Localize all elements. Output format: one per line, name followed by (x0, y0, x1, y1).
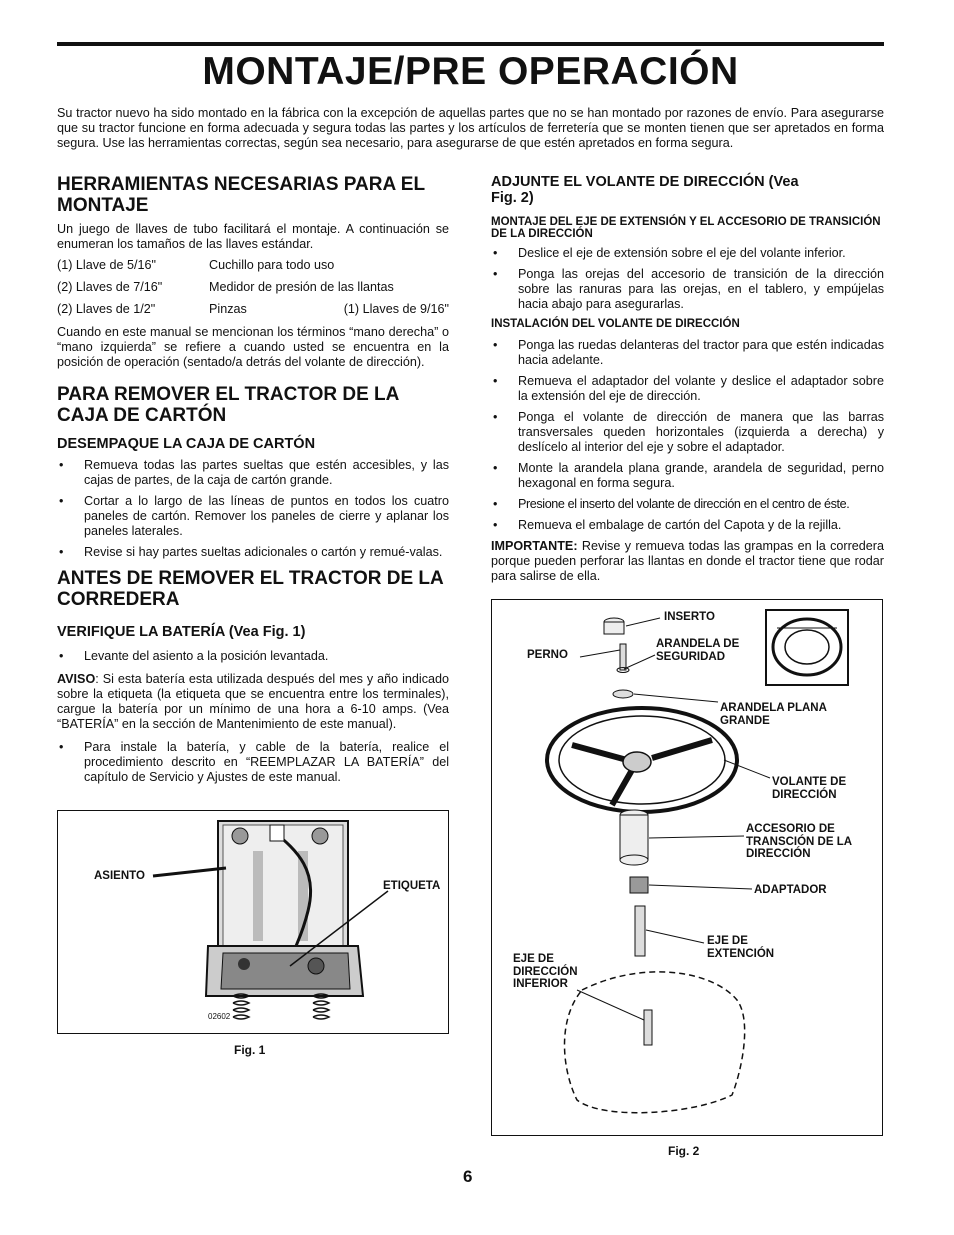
list-item: • Remueva el embalage de cartón del Capota y de la rejilla. (491, 518, 884, 533)
tool-cell: Pinzas (209, 302, 247, 316)
figure-1-caption: Fig. 1 (234, 1043, 266, 1057)
list-item: • Deslice el eje de extensión sobre el eje del volante inferior. (491, 246, 884, 261)
list-item: • Levante del asiento a la posición levantada. (57, 649, 449, 664)
top-rule (57, 42, 884, 46)
install-list (491, 338, 884, 533)
list-item: • Ponga las ruedas delanteras del tractor para que estén indicadas hacia adelante. (491, 338, 884, 368)
label-adaptador: ADAPTADOR (754, 884, 827, 896)
extension-list (491, 246, 884, 312)
label-inserto: INSERTO (664, 611, 715, 623)
page-title: MONTAJE/PRE OPERACIÓN (202, 50, 739, 93)
aviso-text: : Si esta batería esta utilizada después del mes y año indicado sobre la etiqueta (la etiqueta que se encuentra entre los terminales), cargue la batería por un mínimo de una hora a 6-10 amps. (Vea “BATERÍA” en la sección de Mantenimiento de este manual). (57, 672, 449, 731)
aviso-label: AVISO (57, 672, 96, 686)
battery-illustration (58, 811, 448, 1033)
figure-1 (57, 810, 449, 1034)
label-arandela-plana: ARANDELA PLANA GRANDE (720, 702, 827, 727)
list-item: • Cortar a lo largo de las líneas de puntos en todos los cuatro paneles de cartón. Remover los paneles de cierre y aplanar los paneles laterales. (57, 494, 449, 539)
important-text: Revise y remueva todas las grampas en la corredera porque pueden perforar las llantas en donde el tractor tiene que rodar para salirse de ella. (491, 539, 884, 583)
unpack-list (57, 458, 449, 560)
tool-cell: (1) Llave de 5/16" (57, 258, 156, 272)
steering-wheel-illustration (492, 600, 882, 1135)
label-volante: VOLANTE DE DIRECCIÓN (772, 776, 847, 801)
important-paragraph (491, 539, 884, 584)
battery-heading: VERIFIQUE LA BATERÍA (Vea Fig. 1) (57, 624, 306, 640)
label-perno: PERNO (527, 649, 568, 661)
tool-row (57, 258, 449, 273)
tool-cell: Cuchillo para todo uso (209, 258, 335, 272)
hands-note: Cuando en este manual se mencionan los términos “mano derecha” o “mano izquierda” se refiere a cuando usted se encuentra en la posición de operación (sentado/a detrás del volante de dirección). (57, 325, 449, 369)
extension-heading: MONTAJE DEL EJE DE EXTENSIÓN Y EL ACCESORIO DE TRANSICIÓN DE LA DIRECCIÓN (491, 216, 881, 240)
label-eje-inferior: EJE DE DIRECCIÓN INFERIOR (513, 953, 578, 990)
tool-cell: (2) Llaves de 1/2" (57, 302, 156, 316)
list-item: • Remueva todas las partes sueltas que estén accesibles, y las cajas de partes, de la caja de cartón grande. (57, 458, 449, 488)
right-column (491, 174, 884, 590)
intro-paragraph: Su tractor nuevo ha sido montado en la fábrica con la excepción de aquellas partes que no se han montado por razones de envío. Para asegurarse que su tractor funcione en forma adecuada y segura todas las partes y los artículos de ferretería que se monten tienen que ser apretados en forma segura. Use las herramientas correctas, según sea necesario, para asegurarse de que estén apretados en forma segura. (57, 106, 884, 150)
label-arandela-seguridad: ARANDELA DE SEGURIDAD (656, 638, 740, 663)
list-item: • Remueva el adaptador del volante y deslice el adaptador sobre la extensión del eje de dirección. (491, 374, 884, 404)
tool-cell: (1) Llaves de 9/16" (343, 302, 449, 316)
figure-2 (491, 599, 883, 1136)
list-item: • Para instale la batería, y cable de la batería, realice el procedimiento descrito en “REEMPLAZAR LA BATERÍA” del capítulo de Servicio y Ajustes de este manual. (57, 740, 449, 785)
unpack-heading: DESEMPAQUE LA CAJA DE CARTÓN (57, 436, 316, 452)
tool-row (57, 280, 449, 295)
battery-list-2 (57, 740, 449, 785)
figure-2-caption: Fig. 2 (668, 1144, 700, 1158)
tools-intro: Un juego de llaves de tubo facilitará el montaje. A continuación se enumeran los tamaños de las llaves estándar. (57, 222, 449, 251)
tool-row (57, 302, 449, 317)
list-item: • Ponga el volante de dirección de manera que las barras transversales queden horizontales (izquierda a derecha) y deslícelo al interior del eje y sobre el adaptador. (491, 410, 884, 455)
list-item: • Monte la arandela plana grande, arandela de seguridad, perno hexagonal en forma segura. (491, 461, 884, 491)
before-heading: ANTES DE REMOVER EL TRACTOR DE LA CORREDERA (57, 568, 444, 610)
tools-list (57, 258, 449, 317)
battery-list (57, 649, 449, 664)
install-heading: INSTALACIÓN DEL VOLANTE DE DIRECCIÓN (491, 318, 740, 330)
figure-code: 02602 (208, 1012, 231, 1021)
label-eje-extension: EJE DE EXTENCIÓN (707, 935, 775, 960)
remove-heading: PARA REMOVER EL TRACTOR DE LA CAJA DE CARTÓN (57, 384, 399, 426)
left-column (57, 174, 449, 791)
tools-heading: HERRAMIENTAS NECESARIAS PARA EL MONTAJE (57, 174, 425, 216)
tool-cell: Medidor de presión de las llantas (209, 280, 394, 294)
list-item: • Revise si hay partes sueltas adicionales o cartón y remué-valas. (57, 545, 449, 560)
aviso-paragraph (57, 672, 449, 732)
important-label: IMPORTANTE: (491, 539, 578, 553)
tool-cell: (2) Llaves de 7/16" (57, 280, 163, 294)
list-item: • Presione el inserto del volante de dirección en el centro de éste. (491, 497, 884, 512)
label-etiqueta: ETIQUETA (383, 880, 441, 892)
wheel-heading: ADJUNTE EL VOLANTE DE DIRECCIÓN (Vea Fig. 2) (491, 174, 799, 206)
label-asiento: ASIENTO (94, 870, 145, 882)
page-number: 6 (463, 1167, 473, 1186)
label-accesorio-transicion: ACCESORIO DE TRANSCIÓN DE LA DIRECCIÓN (746, 823, 852, 860)
list-item: • Ponga las orejas del accesorio de transición de la dirección sobre las ranuras para las orejas, en el tablero, y empújelas hacia abajo para asegurarlas. (491, 267, 884, 312)
